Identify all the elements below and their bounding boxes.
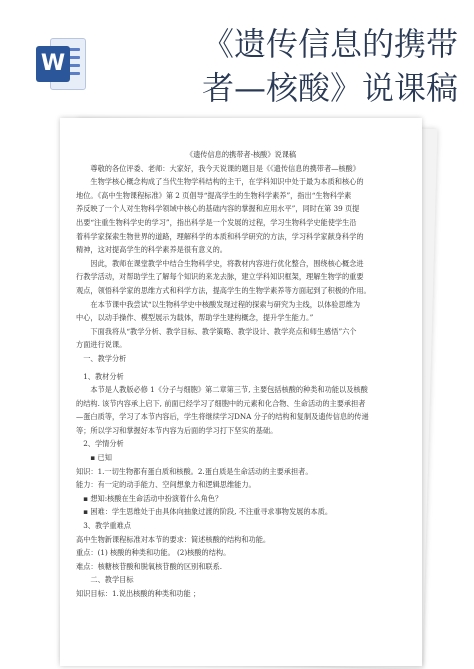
doc-line: ▪ 已知 (90, 453, 112, 463)
doc-line: 等；所以学习和掌握好本节内容为后面的学习打下坚实的基础。 (76, 425, 278, 435)
page-title-line-2: 者—核酸》说课稿 (201, 69, 458, 107)
doc-line: 精神，这对提高学生的科学素养是很有意义的。 (76, 245, 227, 255)
section-heading: 一、教学分析 (83, 353, 127, 363)
document-title: 《遗传信息的携带者-核酸》说课稿 (185, 150, 297, 159)
doc-line-text: 已知 (97, 453, 112, 463)
doc-line-text: 想知:核酸在生命活动中扮演着什么角色？ (90, 493, 223, 503)
doc-line: 中心，以动手操作、模型展示为载体，帮助学生建构概念，提升学生能力。” (76, 313, 314, 323)
word-icon (36, 36, 86, 92)
document-content (76, 148, 406, 601)
doc-line: 尊敬的各位评委、老师：大家好，我今天说课的题目是《《遗传信息的携带者—核酸》 (90, 163, 360, 173)
doc-line: 知识目标：1.说出核酸的种类和功能 ； (76, 589, 201, 598)
doc-line: 地位。《高中生物课程标准》第 2 页倡导“提高学生的生物科学素养”，指出“生物科学素 (76, 190, 352, 200)
doc-line: 出要“注重生物科学史的学习”，指出科学是一个发展的过程，学习生物科学史能使学生沿 (76, 217, 357, 227)
doc-line: 着科学家探索生物世界的道路，理解科学的本质和科学研究的方法，学习科学家献身科学的 (76, 231, 364, 241)
doc-line: 重点：(1) 核酸的种类和功能。 (2)核酸的结构。 (76, 548, 231, 558)
word-icon-tile: W (36, 46, 70, 82)
doc-line: 高中生物新课程标准对本节的要求：简述核酸的结构和功能。 (76, 534, 271, 544)
subsection-heading: 1、教材分析 (83, 371, 124, 381)
document-page (60, 118, 422, 666)
doc-line: 下面我将从“教学分析、教学目标、教学策略、教学设计、教学亮点和师生感悟”六个 (90, 326, 357, 336)
doc-line: 本节是人教版必修 1《分子与细胞》第二章第三节, 主要包括核酸的种类和功能以及核酸 (90, 385, 368, 395)
doc-line: 生物学核心概念构成了当代生物学科结构的主干，在学科知识中处于最为本质和核心的 (90, 177, 364, 187)
doc-line: —蛋白质等，学习了本节内容后，学生将继续学习DNA 分子的结构和复制及遗传信息的传递 (76, 412, 369, 422)
doc-line: 行教学活动，对帮助学生了解每个知识的来龙去脉，建立学科知识框架，理解生物学的重要 (76, 272, 364, 282)
section-heading: 二、教学目标 (90, 575, 134, 585)
subsection-heading: 3、教学重难点 (83, 521, 131, 531)
doc-line: 知识：1.一切生物都有蛋白质和核酸。2.蛋白质是生命活动的主要承担者。 (76, 466, 313, 476)
doc-line: 方面进行说课。 (76, 340, 127, 350)
header-banner (0, 0, 474, 120)
document-preview[interactable] (52, 118, 432, 666)
doc-line: 养反映了一个人对生物科学领域中核心的基础内容的掌握和应用水平”，同时在第 39 页提 (76, 204, 360, 214)
subsection-heading: 2、学情分析 (83, 439, 124, 449)
doc-line-text: 困难：学生思维处于由具体向抽象过渡的阶段, 不注重寻求事物发展的本质。 (90, 507, 333, 517)
doc-line: 因此，教师在课堂教学中结合生物科学史，将教材内容进行优化整合，围绕核心概念进 (90, 258, 364, 268)
doc-line: 难点：核糖核苷酸和脱氧核苷酸的区别和联系. (76, 561, 223, 571)
page-title (88, 22, 458, 110)
doc-line: 在本节课中我尝试“以生物科学史中核酸发现过程的探索与研究为主线，以体验思维为 (90, 299, 361, 309)
doc-line: 的结构. 该节内容承上启下, 前面已经学习了细胞中的元素和化合物、生命活动的主要承担者 (76, 398, 366, 408)
doc-line: 能力：有一定的动手能力、空间想象力和逻辑思维能力。 (76, 480, 256, 490)
page-title-line-1: 《遗传信息的携带 (201, 25, 458, 63)
doc-line: ▪ 想知:核酸在生命活动中扮演着什么角色？ (83, 493, 223, 503)
doc-line: ▪ 困难：学生思维处于由具体向抽象过渡的阶段, 不注重寻求事物发展的本质。 (83, 507, 333, 517)
doc-line: 观点，领悟科学家的思维方式和科学方法，提高学生的生物学素养等方面起到了积极的作用。 (76, 285, 371, 295)
